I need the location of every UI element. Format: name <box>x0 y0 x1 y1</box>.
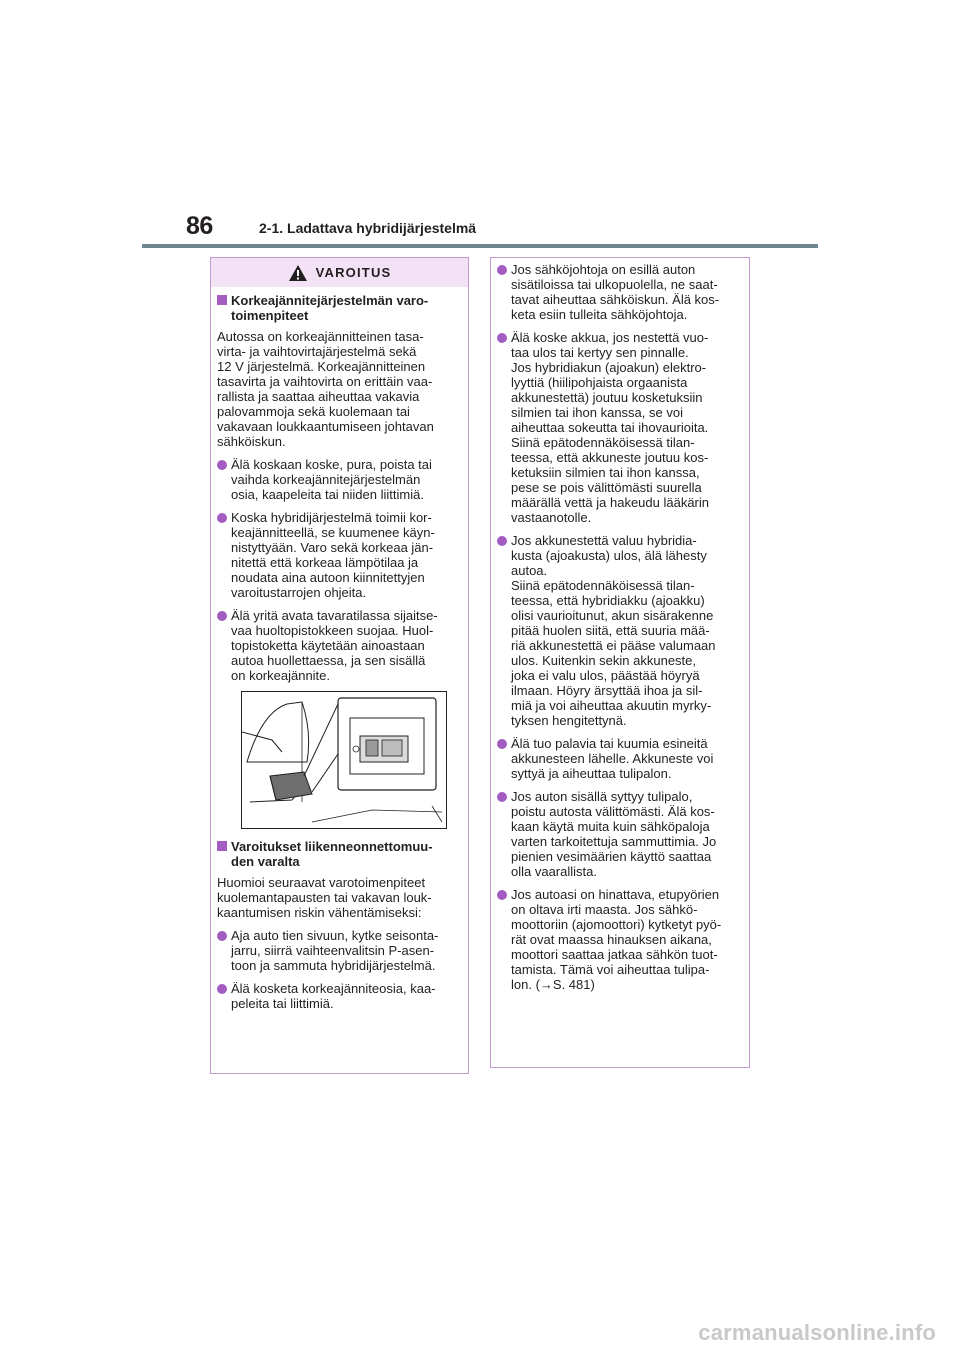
bullet-item <box>497 330 739 525</box>
square-bullet-icon <box>217 295 227 305</box>
bullet-dot-icon <box>217 513 227 523</box>
bullet-text: Älä kosketa korkeajänniteosia, kaa- peleita tai liittimiä. <box>231 981 436 1011</box>
service-plug-illustration <box>241 691 447 829</box>
heading-high-voltage <box>217 293 458 323</box>
intro-paragraph: Autossa on korkeajännitteinen tasa- virta- ja vaihtovirtajärjestelmä sekä 12 V järjestelmä. Korkeajännitteinen tasavirta ja vaihtovirta on erittäin vaa- rallista ja saattaa aiheuttaa vakavia palovammoja sekä kuolemaan tai vakavaan loukkaantumiseen johtavan sähköiskun. <box>217 329 434 449</box>
bullet-dot-icon <box>497 739 507 749</box>
bullet-dot-icon <box>497 536 507 546</box>
bullet-dot-icon <box>217 984 227 994</box>
bullet-text: Älä koske akkua, jos nestettä vuo- taa ulos tai kertyy sen pinnalle. Jos hybridiakun (ajoakun) elektro- lyyttiä (hiilipohjaista orgaanista akkunestettä) joutuu kosketuksiin silmien tai ihon kanssa, se voi aiheuttaa sokeutta tai ihovaurioita. Siinä epätodennäköisessä tilan- teessa, että akkuneste joutuu kos- ketuksiin silmien tai ihon kanssa, pese se pois välittömästi suurella määrällä vettä ja hakeudu lääkärin vastaanotolle. <box>511 330 710 525</box>
bullet-text: Jos sähköjohtoja on esillä auton sisätiloissa tai ulkopuolella, ne saat- tavat aiheuttaa sähköiskun. Älä kos- keta esiin tulleita sähköjohtoja. <box>511 262 720 322</box>
bullet-text: Älä tuo palavia tai kuumia esineitä akkunesteen lähelle. Akkuneste voi syttyä ja aiheuttaa tulipalon. <box>511 736 714 781</box>
bullet-item <box>217 981 458 1011</box>
bullet-item <box>497 789 739 879</box>
heading-accident <box>217 839 458 869</box>
bullet-item <box>497 262 739 322</box>
bullet-dot-icon <box>497 333 507 343</box>
bullet-item <box>497 887 739 992</box>
bullet-text: Koska hybridijärjestelmä toimii kor- keajännitteellä, se kuumenee käyn- nistyttyään. Varo sekä korkeaa jän- nitettä että korkeaa lämpötilaa ja noudata aina autoon kiinnitettyjen varoitustarrojen ohjeita. <box>231 510 435 600</box>
square-bullet-icon <box>217 841 227 851</box>
section-title: 2-1. Ladattava hybridijärjestelmä <box>259 220 477 236</box>
bullet-item <box>217 510 458 600</box>
bullet-item <box>497 533 739 728</box>
bullet-item <box>497 736 739 781</box>
bullet-dot-icon <box>497 792 507 802</box>
bullet-dot-icon <box>217 460 227 470</box>
bullet-dot-icon <box>497 265 507 275</box>
heading-text: Korkeajännitejärjestelmän varo- toimenpiteet <box>231 293 429 323</box>
bullet-dot-icon <box>217 931 227 941</box>
warning-header <box>211 258 468 287</box>
bullet-text: Älä koskaan koske, pura, poista tai vaihda korkeajännitejärjestelmän osia, kaapeleita tai niiden liittimiä. <box>231 457 432 502</box>
bullet-text: Jos autoasi on hinattava, etupyörien on oltava irti maasta. Jos sähkö- moottoriin (ajomoottori) kytketyt pyö- rät ovat maassa hinauksen aikana, moottori saattaa jatkaa sähkön tuot- tamista. Tämä voi aiheuttaa tulipa- lon. (→S. 481) <box>511 887 722 992</box>
bullet-text: Älä yritä avata tavaratilassa sijaitse- vaa huoltopistokkeen suojaa. Huol- topistoketta käytetään ainoastaan autoa huollettaessa, ja sen sisällä on korkeajännite. <box>231 608 438 683</box>
bullet-text: Jos akkunestettä valuu hybridia- kusta (ajoakusta) ulos, älä lähesty autoa. Siinä epätodennäköisessä tilan- teessa, että hybridiakku (ajoakku) olisi vaurioitunut, akun sisärakenne pitää huolen siitä, että suuria mää- riä akkunestettä ei pääse valumaan ulos. Kuitenkin sekin akkuneste, joka ei valu ulos, päästää höyryä ilmaan. Höyry ärsyttää ihoa ja sil- miä ja voi aiheuttaa akuutin myrky- tyksen hengitettynä. <box>511 533 716 728</box>
bullet-item <box>217 928 458 973</box>
warning-label: VAROITUS <box>315 265 392 280</box>
page-number: 86 <box>186 212 213 240</box>
warning-panel-left <box>210 257 469 1074</box>
watermark: carmanualsonline.info <box>698 1320 936 1345</box>
trunk-illustration <box>242 692 446 828</box>
bullet-item <box>217 457 458 502</box>
intro-paragraph: Huomioi seuraavat varotoimenpiteet kuolemantapausten tai vakavan louk- kaantumisen riskin vähentämiseksi: <box>217 875 432 920</box>
warning-triangle-icon <box>288 264 308 282</box>
heading-text: Varoitukset liikenneonnettomuu- den varalta <box>231 839 433 869</box>
bullet-dot-icon <box>217 611 227 621</box>
bullet-text: Jos auton sisällä syttyy tulipalo, poistu autosta välittömästi. Älä kos- kaan käytä muita kuin sähköpaloja varten tarkoitettuja sammuttimia. Jo pienien vesimäärien käyttö saattaa olla vaarallista. <box>511 789 717 879</box>
header-rule <box>142 244 818 248</box>
bullet-item <box>217 608 458 683</box>
bullet-text: Aja auto tien sivuun, kytke seisonta- jarru, siirrä vaihteenvalitsin P-asen- toon ja sammuta hybridijärjestelmä. <box>231 928 439 973</box>
warning-panel-right <box>490 257 750 1068</box>
bullet-dot-icon <box>497 890 507 900</box>
